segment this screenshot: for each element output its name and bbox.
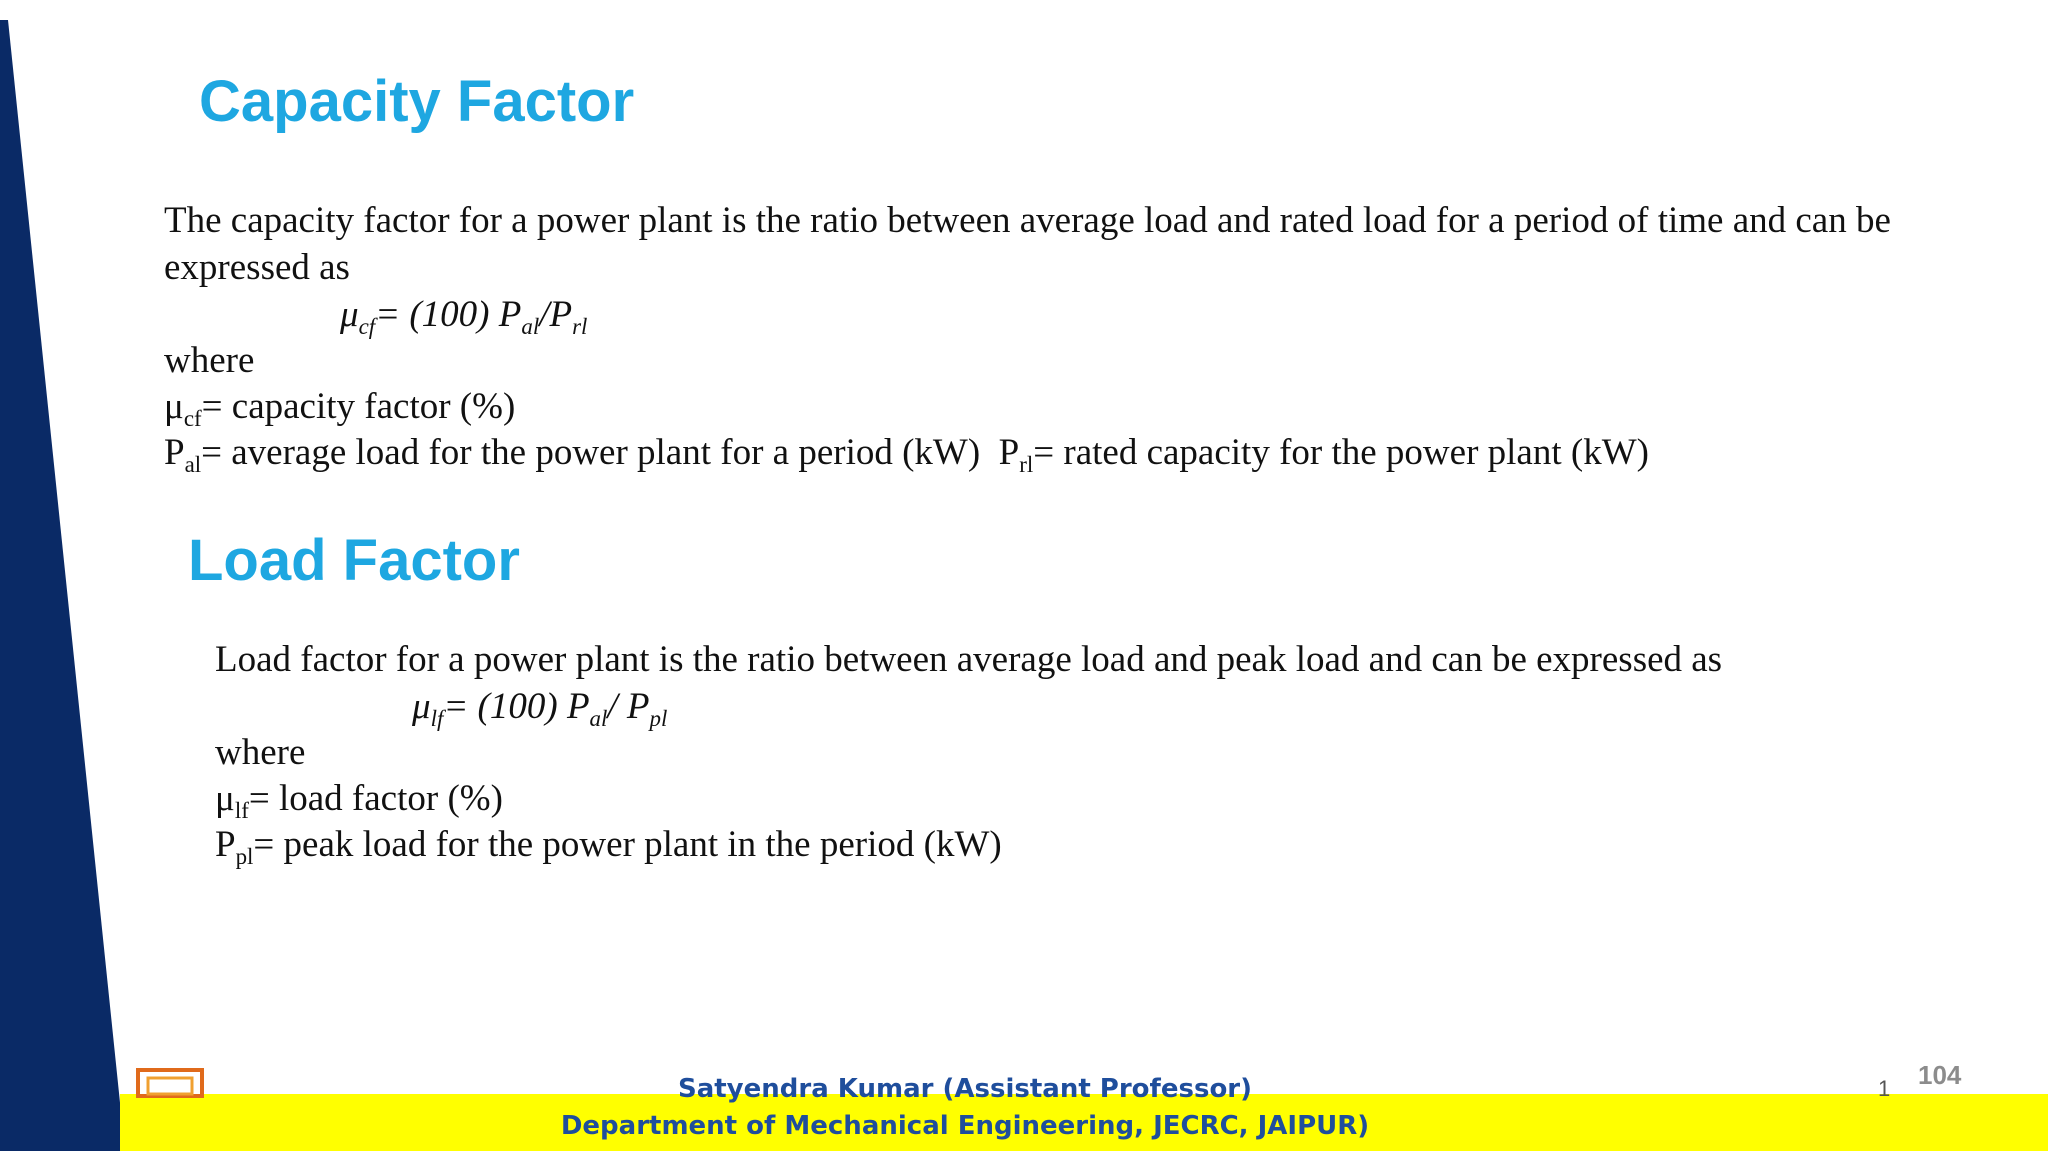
- capacity-factor-definition-line1: The capacity factor for a power plant is the ratio between average load and rated load for a period of time and can be: [164, 200, 1891, 241]
- page-mark: 1: [1878, 1076, 1891, 1101]
- page-number: 104: [1918, 1060, 1962, 1090]
- capacity-factor-formula: $\mu_{cf}= (100)$ $P_{al}/P_{rl}$: [340, 294, 588, 340]
- footer-department: Department of Mechanical Engineering, JECRC, JAIPUR): [560, 1111, 1370, 1141]
- load-factor-heading: Load Factor: [188, 528, 520, 593]
- footer-author-name: Satyendra Kumar (Assistant Professor): [677, 1074, 1253, 1104]
- load-factor-where: where: [215, 732, 306, 773]
- capacity-factor-var-mu: $\mu_{cf}=$ capacity factor (%): [164, 386, 516, 432]
- load-factor-definition: Load factor for a power plant is the ratio between average load and peak load and can be expressed as: [215, 639, 1723, 680]
- load-factor-var-p: $P_{pl}=$ peak load for the power plant in the period (kW): [215, 824, 1002, 870]
- capacity-factor-var-p: $P_{al}=$ average load for the power plant for a period (kW) $P_{rl}=$ rated capacity for the power plant (kW): [164, 432, 1649, 478]
- load-factor-formula: $\mu_{lf}= (100)$ $P_{al}/$ $P_{pl}$: [412, 686, 668, 732]
- load-factor-var-mu: $\mu_{lf}=$ load factor (%): [215, 778, 503, 824]
- left-navy-band: [0, 0, 130, 1151]
- capacity-factor-definition-line2: expressed as: [164, 247, 350, 288]
- capacity-factor-where: where: [164, 340, 255, 381]
- capacity-factor-heading: Capacity Factor: [199, 69, 635, 134]
